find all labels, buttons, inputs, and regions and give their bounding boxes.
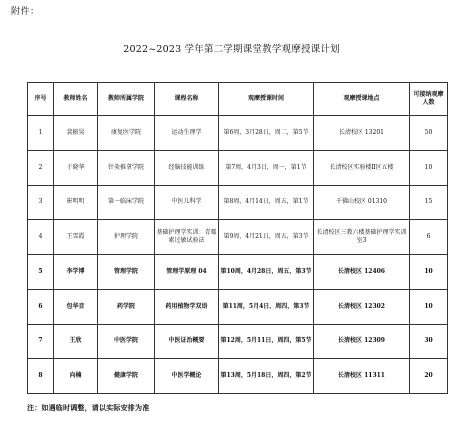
table-row [28, 289, 448, 324]
cell-college: 管理学院 [98, 255, 155, 290]
cell-teacher: 崔明明 [54, 185, 98, 220]
cell-capacity: 10 [410, 289, 448, 324]
cell-no: 3 [28, 185, 54, 220]
cell-time: 第11周，5月4日，周四，第3节 [219, 289, 314, 324]
table-header-row [28, 83, 448, 116]
table-row [28, 220, 448, 255]
cell-teacher: 向楠 [54, 359, 98, 394]
cell-no: 5 [28, 255, 54, 290]
cell-time: 第10周，4月28日，周五，第3节 [219, 255, 314, 290]
page-title: 2022~2023 学年第二学期课堂教学观摩授课计划 [123, 44, 340, 55]
attachment-label: 附件： [11, 7, 40, 17]
column-header-course: 课程名称 [155, 83, 219, 116]
capacity-header-text: 可接纳观摩人数 [413, 91, 444, 106]
column-header-college: 教师所属学院 [98, 83, 155, 116]
schedule-table [27, 82, 448, 394]
cell-course: 中医学概论 [155, 359, 219, 394]
cell-teacher: 李学博 [54, 255, 98, 290]
cell-course: 中医儿科学 [155, 185, 219, 220]
column-header-place: 观摩授课地点 [314, 83, 410, 116]
cell-course: 基础护理学实训：青霉素过敏试验法 [155, 220, 219, 255]
column-header-capacity [410, 83, 448, 116]
cell-teacher: 于晓华 [54, 150, 98, 185]
cell-teacher: 王雪霞 [54, 220, 98, 255]
cell-course: 药用植物学双语 [155, 289, 219, 324]
cell-place: 长清校区实验楼Ⅱ区五楼 [314, 150, 410, 185]
cell-time: 第6周，3月28日，周二，第5节 [219, 116, 314, 151]
cell-college: 第一临床学院 [98, 185, 155, 220]
cell-no: 2 [28, 150, 54, 185]
cell-capacity: 10 [410, 150, 448, 185]
column-header-time: 观摩授课时间 [219, 83, 314, 116]
cell-teacher: 裴振昊 [54, 116, 98, 151]
cell-no: 1 [28, 116, 54, 151]
cell-no: 8 [28, 359, 54, 394]
cell-time: 第13周，5月18日，周四，第2节 [219, 359, 314, 394]
cell-college: 中医学院 [98, 324, 155, 359]
cell-no: 4 [28, 220, 54, 255]
cell-course: 运动生理学 [155, 116, 219, 151]
cell-time: 第12周，5月11日，周四，第5节 [219, 324, 314, 359]
cell-college: 康复医学院 [98, 116, 155, 151]
cell-teacher: 王欣 [54, 324, 98, 359]
cell-teacher: 包华音 [54, 289, 98, 324]
cell-college: 针灸推拿学院 [98, 150, 155, 185]
cell-no: 6 [28, 289, 54, 324]
cell-course: 经脑技能训练 [155, 150, 219, 185]
cell-place: 长清校区三教六楼基础护理学实训室3 [314, 220, 410, 255]
table-row [28, 185, 448, 220]
cell-time: 第9周，4月21日，周五，第3节 [219, 220, 314, 255]
cell-time: 第7周，4月3日，周一，第1节 [219, 150, 314, 185]
cell-place: 长清校区 13201 [314, 116, 410, 151]
table-row [28, 116, 448, 151]
cell-capacity: 20 [410, 359, 448, 394]
table-row [28, 255, 448, 290]
cell-place: 长清校区 12302 [314, 289, 410, 324]
cell-place: 千佛山校区 01310 [314, 185, 410, 220]
cell-college: 药学院 [98, 289, 155, 324]
cell-no: 7 [28, 324, 54, 359]
cell-course: 中医证治概要 [155, 324, 219, 359]
cell-place: 长清校区 12406 [314, 255, 410, 290]
cell-capacity: 6 [410, 220, 448, 255]
table-row [28, 359, 448, 394]
cell-capacity: 50 [410, 116, 448, 151]
table-row [28, 324, 448, 359]
cell-time: 第8周，4月14日，周五，第1节 [219, 185, 314, 220]
cell-capacity: 10 [410, 255, 448, 290]
cell-college: 护理学院 [98, 220, 155, 255]
cell-place: 长清校区 12309 [314, 324, 410, 359]
cell-course: 管理学原理 04 [155, 255, 219, 290]
column-header-no: 序号 [28, 83, 54, 116]
table-row [28, 150, 448, 185]
cell-capacity: 15 [410, 185, 448, 220]
cell-college: 健康学院 [98, 359, 155, 394]
column-header-teacher: 教师姓名 [54, 83, 98, 116]
cell-place: 长清校区 11311 [314, 359, 410, 394]
footnote: 注：如遇临时调整，请以实际安排为准 [27, 403, 150, 412]
cell-capacity: 30 [410, 324, 448, 359]
